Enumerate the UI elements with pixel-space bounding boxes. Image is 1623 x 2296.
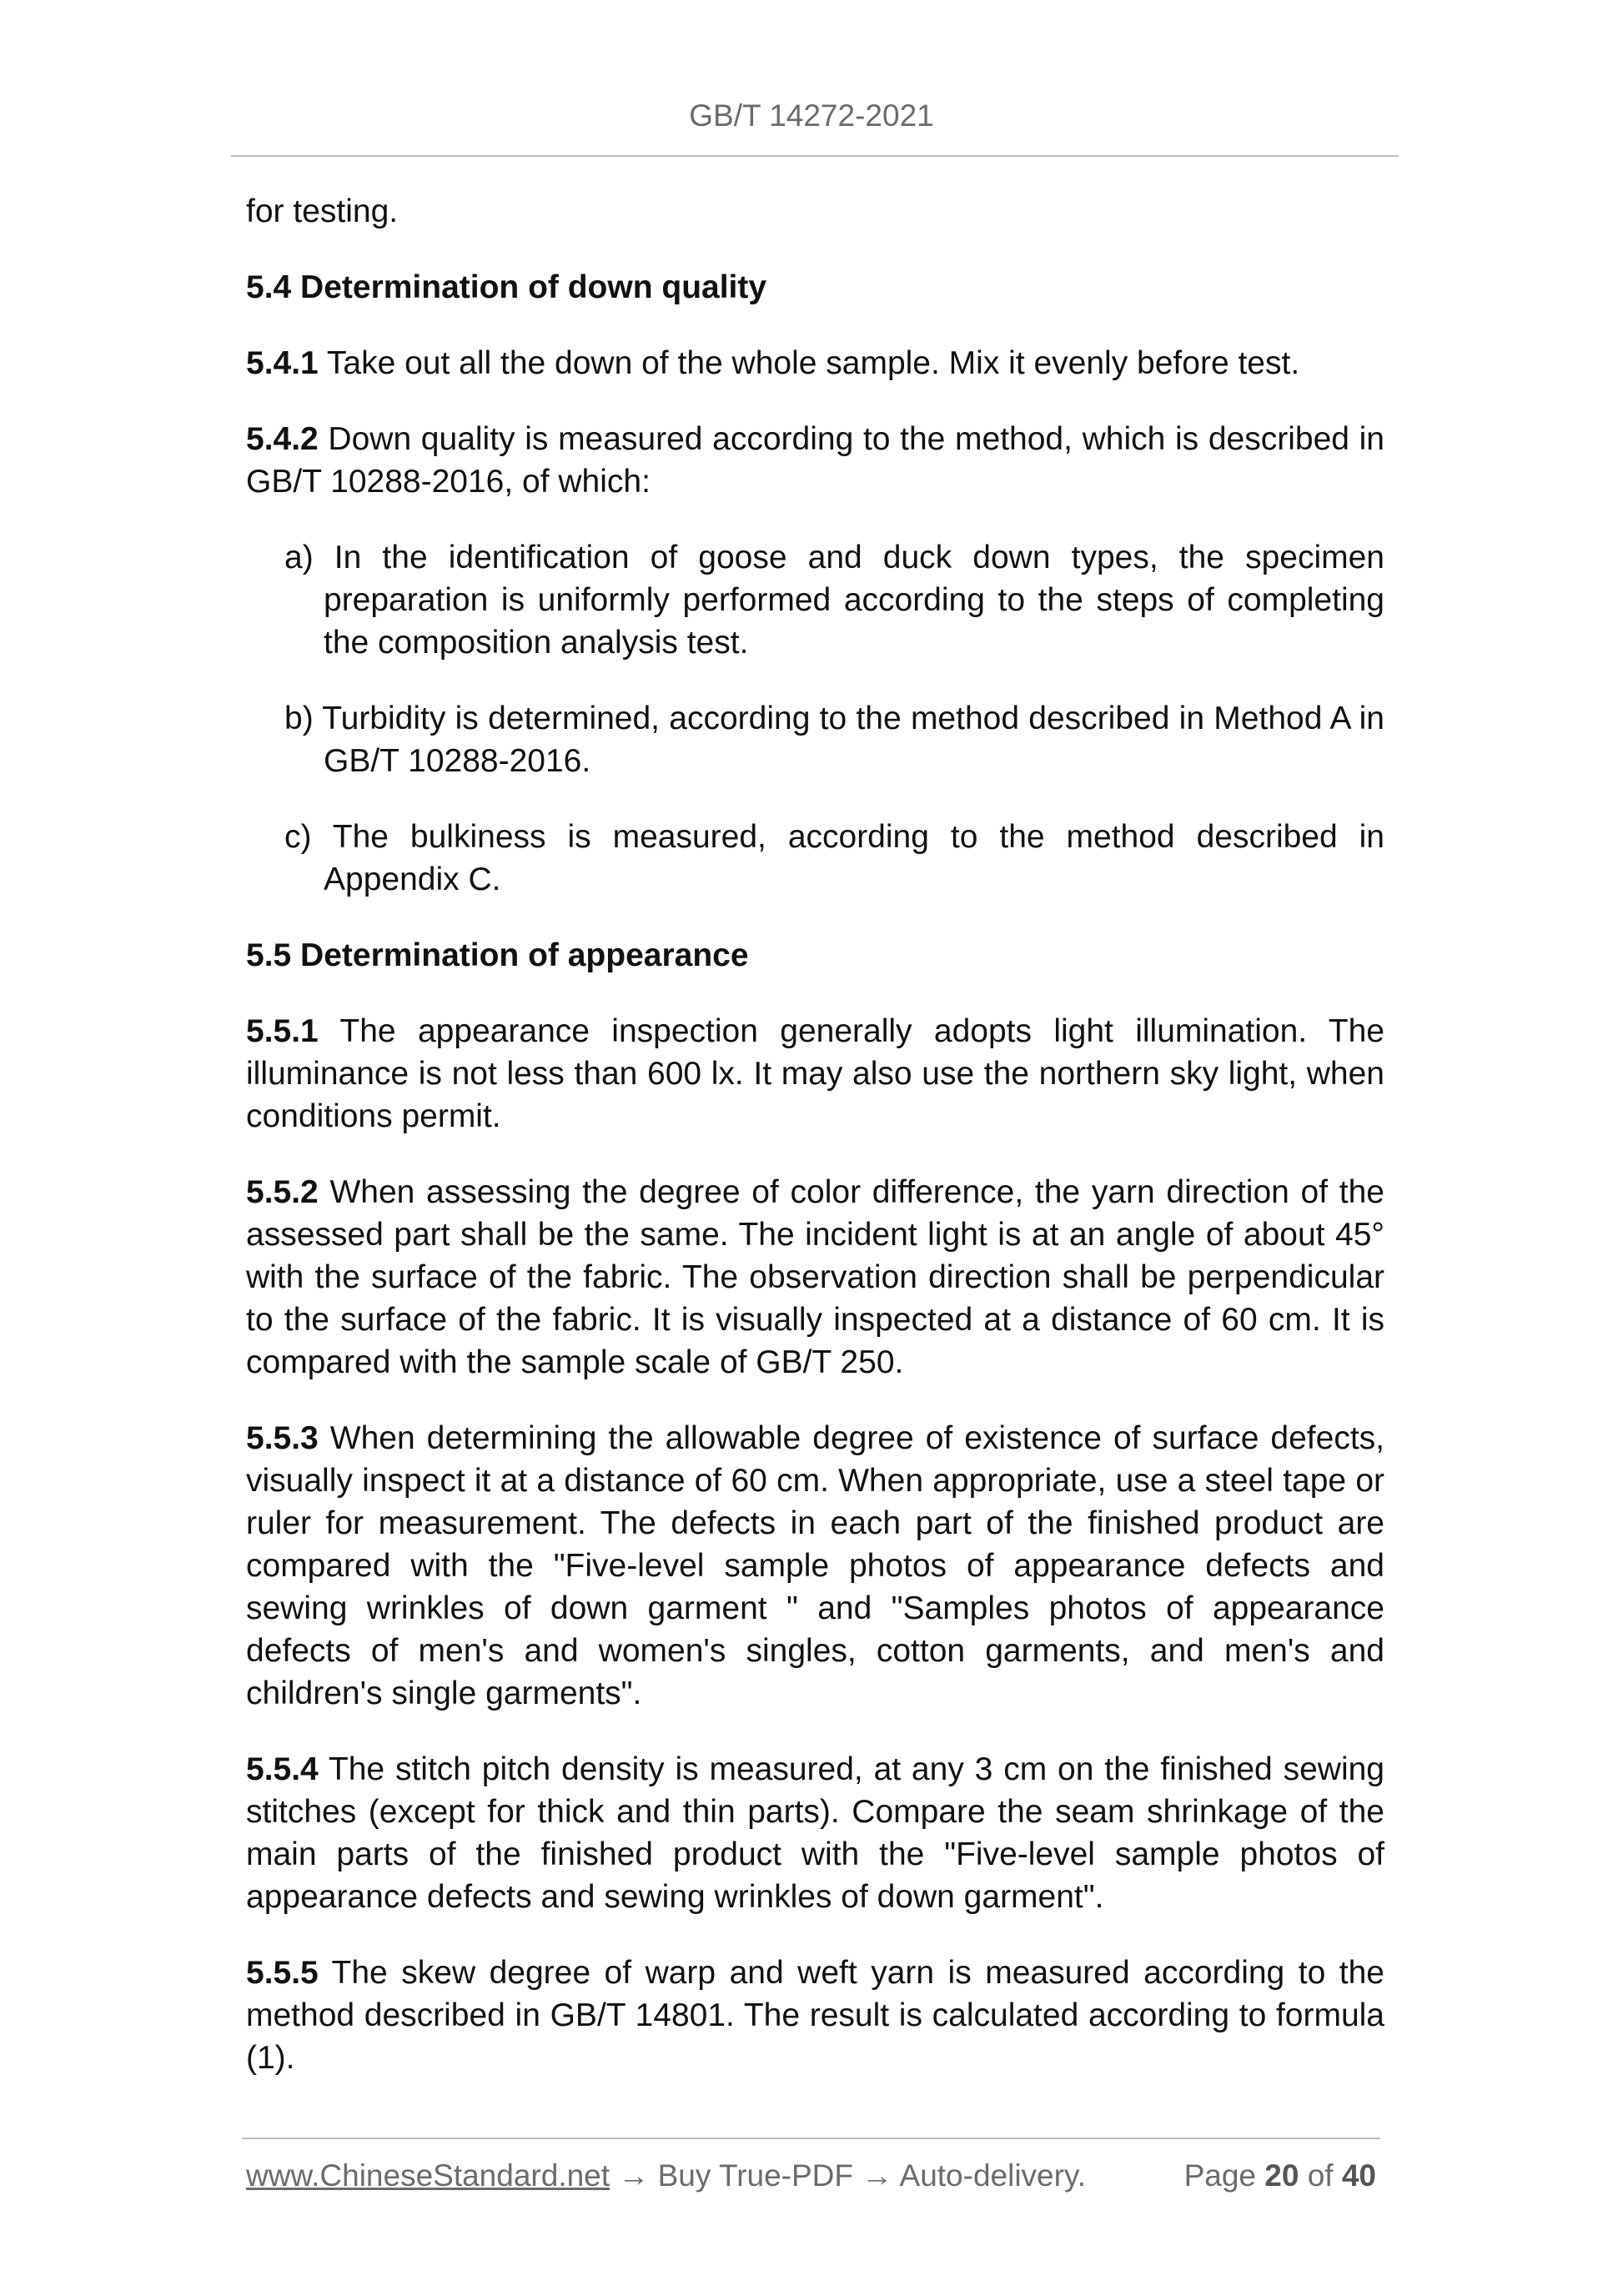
clause-5-4-2 bbox=[246, 418, 1384, 503]
clause-number: 5.5.1 bbox=[246, 1013, 319, 1049]
clause-text: The stitch pitch density is measured, at any 3 cm on the finished sewing stitches (except for thick and thin parts). Compare the seam shrinkage of the main parts of the finished product with the "Five-level sample photos of appearance defects and sewing wrinkles of down garment". bbox=[246, 1751, 1384, 1915]
page-header: GB/T 14272-2021 bbox=[689, 98, 934, 133]
clause-5-5-3 bbox=[246, 1417, 1384, 1715]
section-heading-5-4: 5.4 Determination of down quality bbox=[246, 269, 767, 305]
list-text: Turbidity is determined, according to the method described in Method A in GB/T 10288-2016. bbox=[313, 701, 1384, 779]
clause-number: 5.5.3 bbox=[246, 1420, 319, 1456]
list-marker: c) bbox=[284, 819, 312, 855]
clause-5-5-2 bbox=[246, 1171, 1384, 1384]
footer-divider bbox=[242, 2138, 1380, 2139]
clause-number: 5.4.2 bbox=[246, 421, 319, 457]
clause-text: The appearance inspection generally adopts light illumination. The illuminance is not less than 600 lx. It may also use the northern sky light, when conditions permit. bbox=[246, 1013, 1384, 1134]
clause-5-5-1 bbox=[246, 1010, 1384, 1138]
total-pages: 40 bbox=[1341, 2158, 1376, 2193]
page-footer bbox=[246, 2158, 1376, 2193]
clause-text: When assessing the degree of color difference, the yarn direction of the assessed part shall be the same. The incident light is at an angle of about 45° with the surface of the fabric. The observation direction shall be perpendicular to the surface of the fabric. It is visually inspected at a distance of 60 cm. It is compared with the sample scale of GB/T 250. bbox=[246, 1174, 1384, 1380]
list-item-c bbox=[246, 816, 1384, 901]
continued-text: for testing. bbox=[246, 193, 399, 229]
clause-text: The skew degree of warp and weft yarn is measured according to the method described in GB/T 14801. The result is calculated according to formula (1). bbox=[246, 1955, 1384, 2076]
clause-number: 5.5.5 bbox=[246, 1955, 319, 1991]
website-link[interactable]: www.ChineseStandard.net bbox=[246, 2158, 611, 2193]
clause-number: 5.5.4 bbox=[246, 1751, 319, 1787]
list-marker: b) bbox=[284, 701, 314, 736]
clause-text: Down quality is measured according to the method, which is described in GB/T 10288-2016, of which: bbox=[246, 421, 1384, 500]
list-marker: a) bbox=[284, 540, 314, 575]
list-text: The bulkiness is measured, according to the method described in Appendix C. bbox=[311, 819, 1384, 897]
header-divider bbox=[231, 155, 1399, 157]
clause-number: 5.4.1 bbox=[246, 345, 319, 381]
section-heading-5-5: 5.5 Determination of appearance bbox=[246, 937, 749, 973]
clause-5-5-5 bbox=[246, 1952, 1384, 2079]
clause-5-5-4 bbox=[246, 1748, 1384, 1918]
list-text: In the identification of goose and duck down types, the specimen preparation is uniformly performed according to the steps of completing the composition analysis test. bbox=[313, 540, 1384, 661]
clause-number: 5.5.2 bbox=[246, 1174, 319, 1210]
page-label: Page bbox=[1183, 2158, 1265, 2193]
of-label: of bbox=[1299, 2158, 1342, 2193]
clause-text: Take out all the down of the whole sample. Mix it evenly before test. bbox=[318, 345, 1300, 381]
clause-5-4-1 bbox=[246, 342, 1384, 384]
clause-text: When determining the allowable degree of existence of surface defects, visually inspect it at a distance of 60 cm. When appropriate, use a steel tape or ruler for measurement. The defects in each part of the finished product are compared with the "Five-level sample photos of appearance defects and sewing wrinkles of down garment " and "Samples photos of appearance defects of men's and women's singles, cotton garments, and men's and children's single garments". bbox=[246, 1420, 1384, 1711]
list-item-a bbox=[246, 536, 1384, 664]
document-body bbox=[246, 190, 1384, 2113]
list-item-b bbox=[246, 697, 1384, 782]
page-counter bbox=[1184, 2158, 1376, 2193]
footer-promo-text: → Buy True-PDF → Auto-delivery. bbox=[610, 2158, 1086, 2193]
current-page-number: 20 bbox=[1264, 2158, 1299, 2193]
